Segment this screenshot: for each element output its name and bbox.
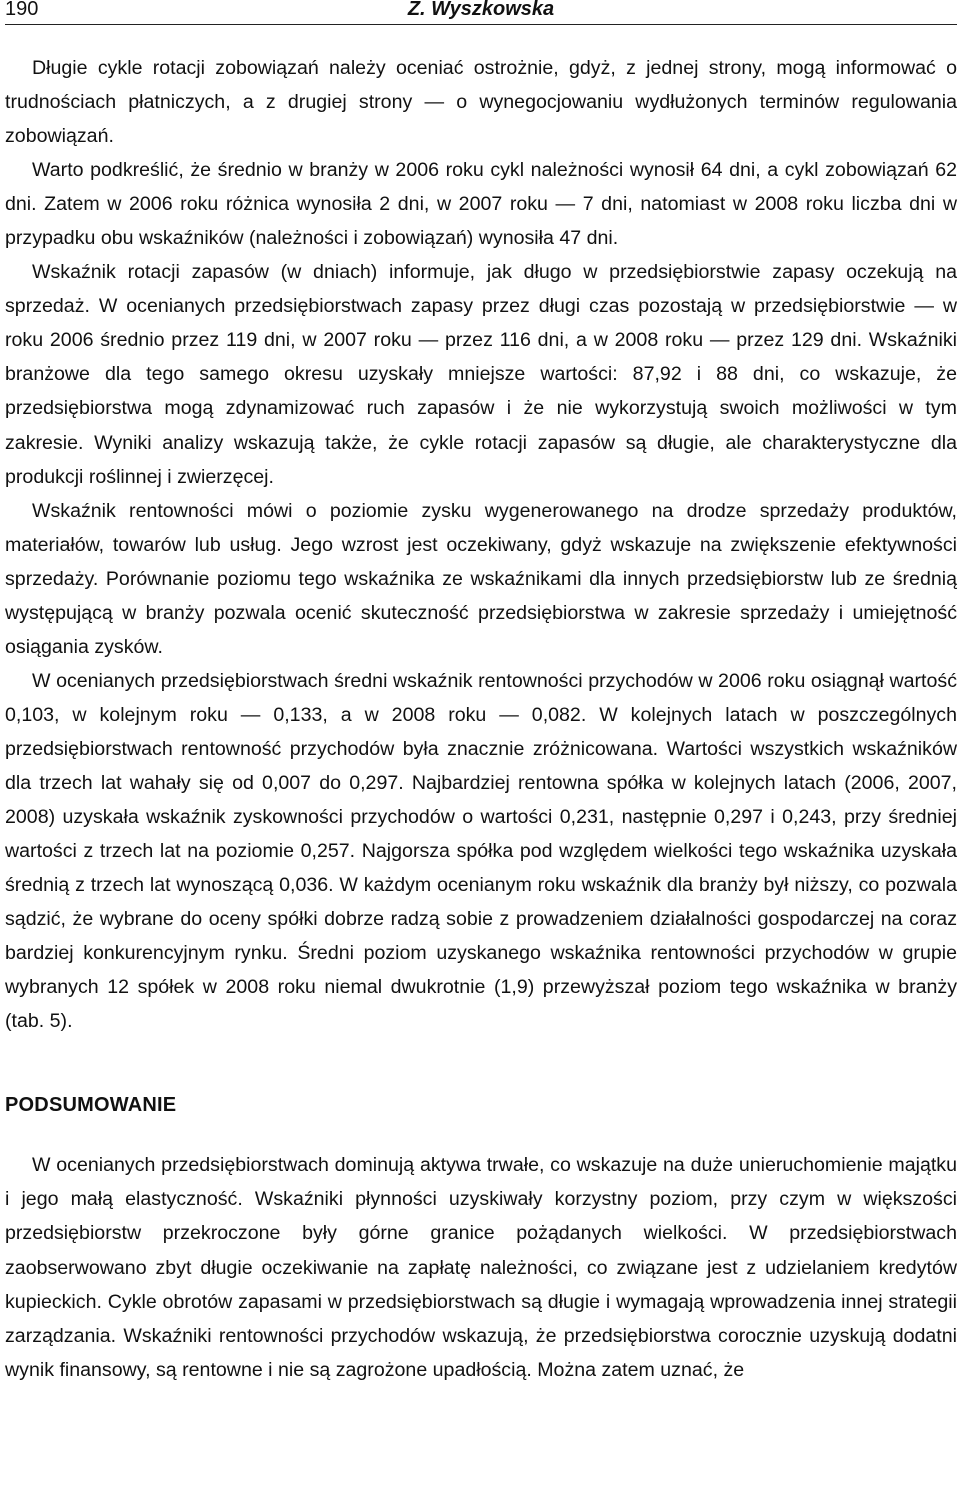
running-header (5, 0, 957, 25)
body-text (5, 51, 957, 1038)
paragraph-summary: W ocenianych przedsiębiorstwach dominują aktywa trwałe, co wskazuje na duże unieruchomienie majątku i jego małą elastyczność. Wskaźniki płynności uzyskiwały korzystny poziom, przy czym w większości przedsiębiorstw przekroczone były górne granice pożądanych wielkości. W przedsiębiorstwach zaobserwowano zbyt długie oczekiwanie na zapłatę należności, co związane jest z udzielaniem kredytów kupieckich. Cykle obrotów zapasami w przedsiębiorstwach są długie i wymagają wprowadzenia innej strategii zarządzania. Wskaźniki rentowności przychodów wskazują, że przedsiębiorstwa corocznie uzyskują dodatni wynik finansowy, są rentowne i nie są zagrożone upadłością. Można zatem uznać, że (5, 1154, 957, 1381)
page-number: 190 (5, 0, 39, 20)
paragraph-liabilities-cycle: Długie cykle rotacji zobowiązań należy oceniać ostrożnie, gdyż, z jednej strony, mogą informować o trudnościach płatniczych, a z drugiej strony — o wynegocjowaniu wydłużonych terminów regulowania zobowiązań. (5, 57, 957, 148)
summary-text (5, 1148, 957, 1386)
running-title: Z. Wyszkowska (407, 0, 555, 20)
paragraph-profitability-definition: Wskaźnik rentowności mówi o poziomie zysku wygenerowanego na drodze sprzedaży produktów, materiałów, towarów lub usług. Jego wzrost jest oczekiwany, gdyż wskazuje na zwiększenie efektywności sprzedaży. Porównanie poziomu tego wskaźnika ze wskaźnikami dla innych przedsiębiorstw lub ze średnią występującą w branży pozwala ocenić skuteczność przedsiębiorstwa w zakresie sprzedaży i umiejętność osiągania zysków. (5, 499, 957, 658)
paragraph-profitability-results: W ocenianych przedsiębiorstwach średni wskaźnik rentowności przychodów w 2006 roku osiągnął wartość 0,103, w kolejnym roku — 0,133, a w 2008 roku — 0,082. W kolejnych latach w poszczególnych przedsiębiorstwach rentowność przychodów była znacznie zróżnicowana. Wartości wszystkich wskaźników dla trzech lat wahały się od 0,007 do 0,297. Najbardziej rentowna spółka w kolejnych latach (2006, 2007, 2008) uzyskała wskaźnik zyskowności przychodów o wartości 0,231, następnie 0,297 i 0,243, przy średniej wartości z trzech lat na poziomie 0,257. Najgorsza spółka pod względem wielkości tego wskaźnika uzyskała średnią z trzech lat wynoszącą 0,036. W każdym ocenianym roku wskaźnik dla branży był niższy, co pozwala sądzić, że wybrane do oceny spółki dobrze radzą sobie z prowadzeniem działalności gospodarczej na coraz bardziej konkurencyjnym rynku. Średni poziom uzyskanego wskaźnika rentowności przychodów w grupie wybranych 12 spółek w 2008 roku niemal dwukrotnie (1,9) przewyższał poziom tego wskaźnika w branży (tab. 5). (5, 669, 957, 1033)
paragraph-inventory-turnover: Wskaźnik rotacji zapasów (w dniach) informuje, jak długo w przedsiębiorstwie zapasy oczekują na sprzedaż. W ocenianych przedsiębiorstwach zapasy przez długi czas pozostają w przedsiębiorstwie — w roku 2006 średnio przez 119 dni, w 2007 roku — przez 116 dni, a w 2008 roku — przez 129 dni. Wskaźniki branżowe dla tego samego okresu uzyskały mniejsze wartości: 87,92 i 88 dni, co wskazuje, że przedsiębiorstwa mogą zdynamizować ruch zapasów i że nie wykorzystują swoich możliwości w tym zakresie. Wyniki analizy wskazują także, że cykle rotacji zapasów są długie, ale charakterystyczne dla produkcji roślinnej i zwierzęcej. (5, 261, 957, 488)
paragraph-industry-comparison: Warto podkreślić, że średnio w branży w 2006 roku cykl należności wynosił 64 dni, a cykl zobowiązań 62 dni. Zatem w 2006 roku różnica wynosiła 2 dni, w 2007 roku — 7 dni, natomiast w 2008 roku liczba dni w przypadku obu wskaźników (należności i zobowiązań) wynosiła 47 dni. (5, 159, 957, 250)
section-heading: PODSUMOWANIE (5, 1094, 177, 1117)
